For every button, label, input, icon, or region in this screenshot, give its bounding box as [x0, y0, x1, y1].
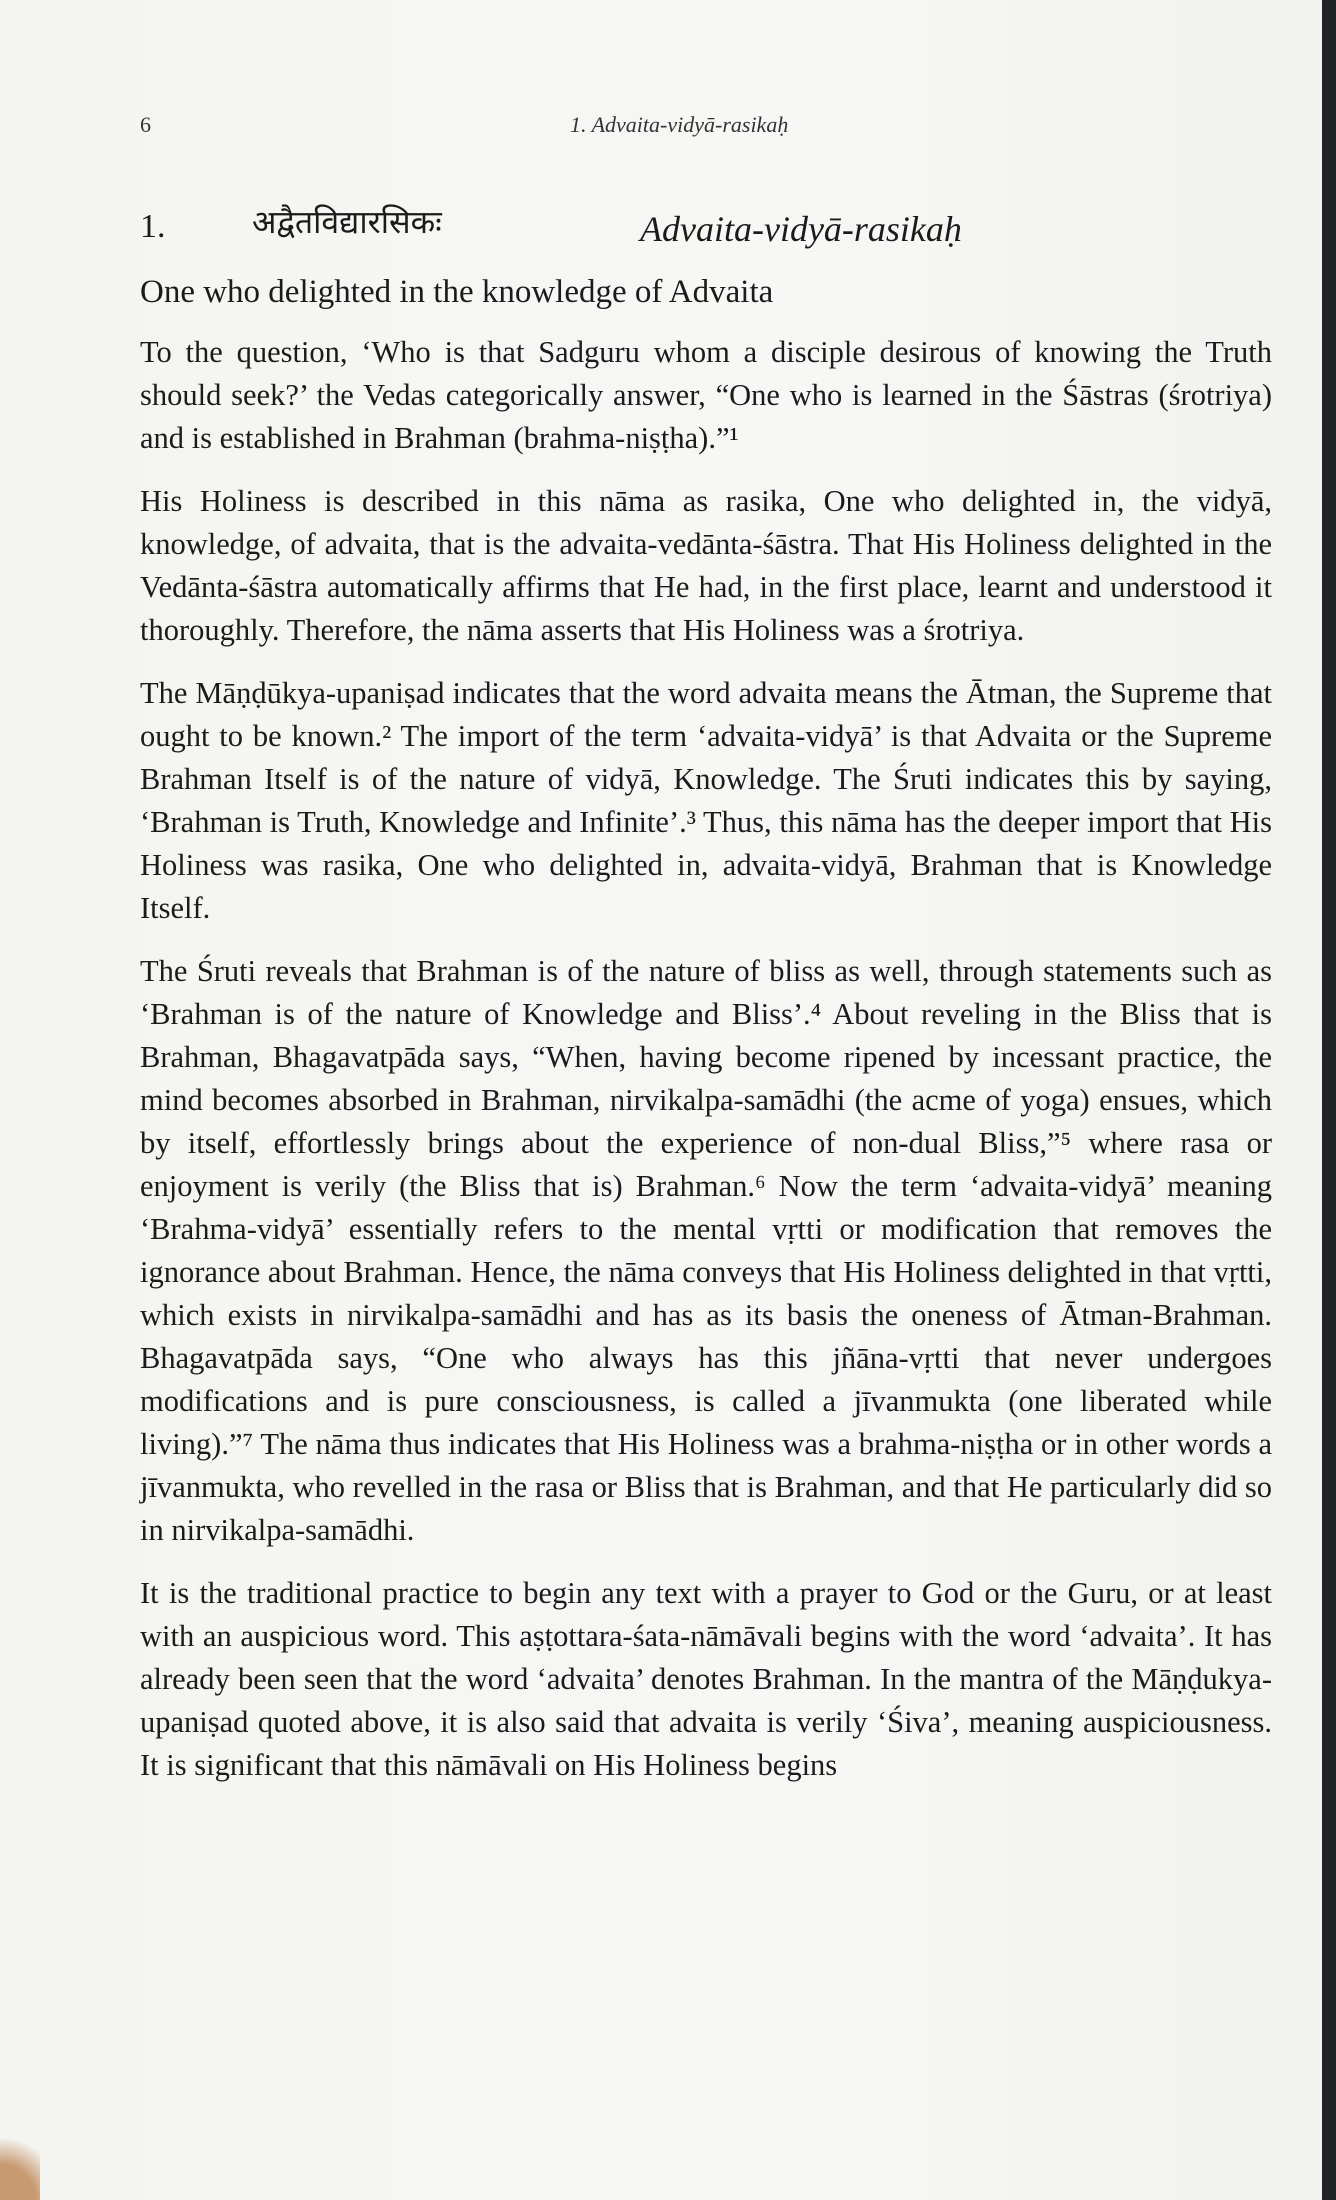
section-heading — [140, 200, 1272, 260]
paragraph-3: The Māṇḍūkya-upaniṣad indicates that the word advaita means the Ātman, the Supreme that ought to be known.² The import of the term ‘advaita-vidyā’ is that Advaita or the Supreme Brahman Itself is of the nature of vidyā, Knowledge. The Śruti indicates this by saying, ‘Brahman is Truth, Knowledge and Infinite’.³ Thus, this nāma has the deeper import that His Holiness was rasika, One who delighted in, advaita-vidyā, Brahman that is Knowledge Itself. — [140, 676, 1272, 925]
section-title-devanagari: अद्वैतविद्यारसिकः — [252, 203, 442, 241]
section-title-transliteration: Advaita-vidyā-rasikaḥ — [640, 209, 962, 249]
page-content — [140, 200, 1272, 1807]
paragraph-1: To the question, ‘Who is that Sadguru whom a disciple desirous of knowing the Truth should seek?’ the Vedas categorically answer, “One who is learned in the Śāstras (śrotriya) and is established in Brahman (brahma-niṣṭha).”¹ — [140, 335, 1272, 455]
paragraph-2: His Holiness is described in this nāma as rasika, One who delighted in, the vidyā, knowledge, of advaita, that is the advaita-vedānta-śāstra. That His Holiness delighted in the Vedānta-śāstra automatically affirms that He had, in the first place, learnt and understood it thoroughly. Therefore, the nāma asserts that His Holiness was a śrotriya. — [140, 484, 1272, 647]
paragraph-5: It is the traditional practice to begin any text with a prayer to God or the Guru, or at least with an auspicious word. This aṣṭottara-śata-nāmāvali begins with the word ‘advaita’. It has already been seen that the word ‘advaita’ denotes Brahman. In the mantra of the Māṇḍukya-upaniṣad quoted above, it is also said that advaita is verily ‘Śiva’, meaning auspiciousness. It is significant that this nāmāvali on His Holiness begins — [140, 1576, 1272, 1782]
thumb-shadow — [0, 2120, 40, 2200]
running-title: 1. Advaita-vidyā-rasikaḥ — [570, 112, 789, 137]
paragraph-4: The Śruti reveals that Brahman is of the nature of bliss as well, through statements such as ‘Brahman is of the nature of Knowledge and Bliss’.⁴ About reveling in the Bliss that is Brahman, Bhagavatpāda says, “When, having become ripened by incessant practice, the mind becomes absorbed in Brahman, nirvikalpa-samādhi (the acme of yoga) ensues, which by itself, effortlessly brings about the experience of non-dual Bliss,”⁵ where rasa or enjoyment is verily (the Bliss that is) Brahman.⁶ Now the term ‘advaita-vidyā’ meaning ‘Brahma-vidyā’ essentially refers to the mental vṛtti or modification that removes the ignorance about Brahman. Hence, the nāma conveys that His Holiness delighted in that vṛtti, which exists in nirvikalpa-samādhi and has as its basis the oneness of Ātman-Brahman. Bhagavatpāda says, “One who always has this jñāna-vṛtti that never undergoes modifications and is pure consciousness, is called a jīvanmukta (one liberated while living).”⁷ The nāma thus indicates that His Holiness was a brahma-niṣṭha or in other words a jīvanmukta, who revelled in the rasa or Bliss that is Brahman, and that He particularly did so in nirvikalpa-samādhi. — [140, 954, 1272, 1547]
running-head — [140, 112, 1242, 142]
page-number: 6 — [140, 112, 151, 137]
section-subheading: One who delighted in the knowledge of Advaita — [140, 274, 774, 310]
section-number: 1. — [140, 208, 166, 245]
